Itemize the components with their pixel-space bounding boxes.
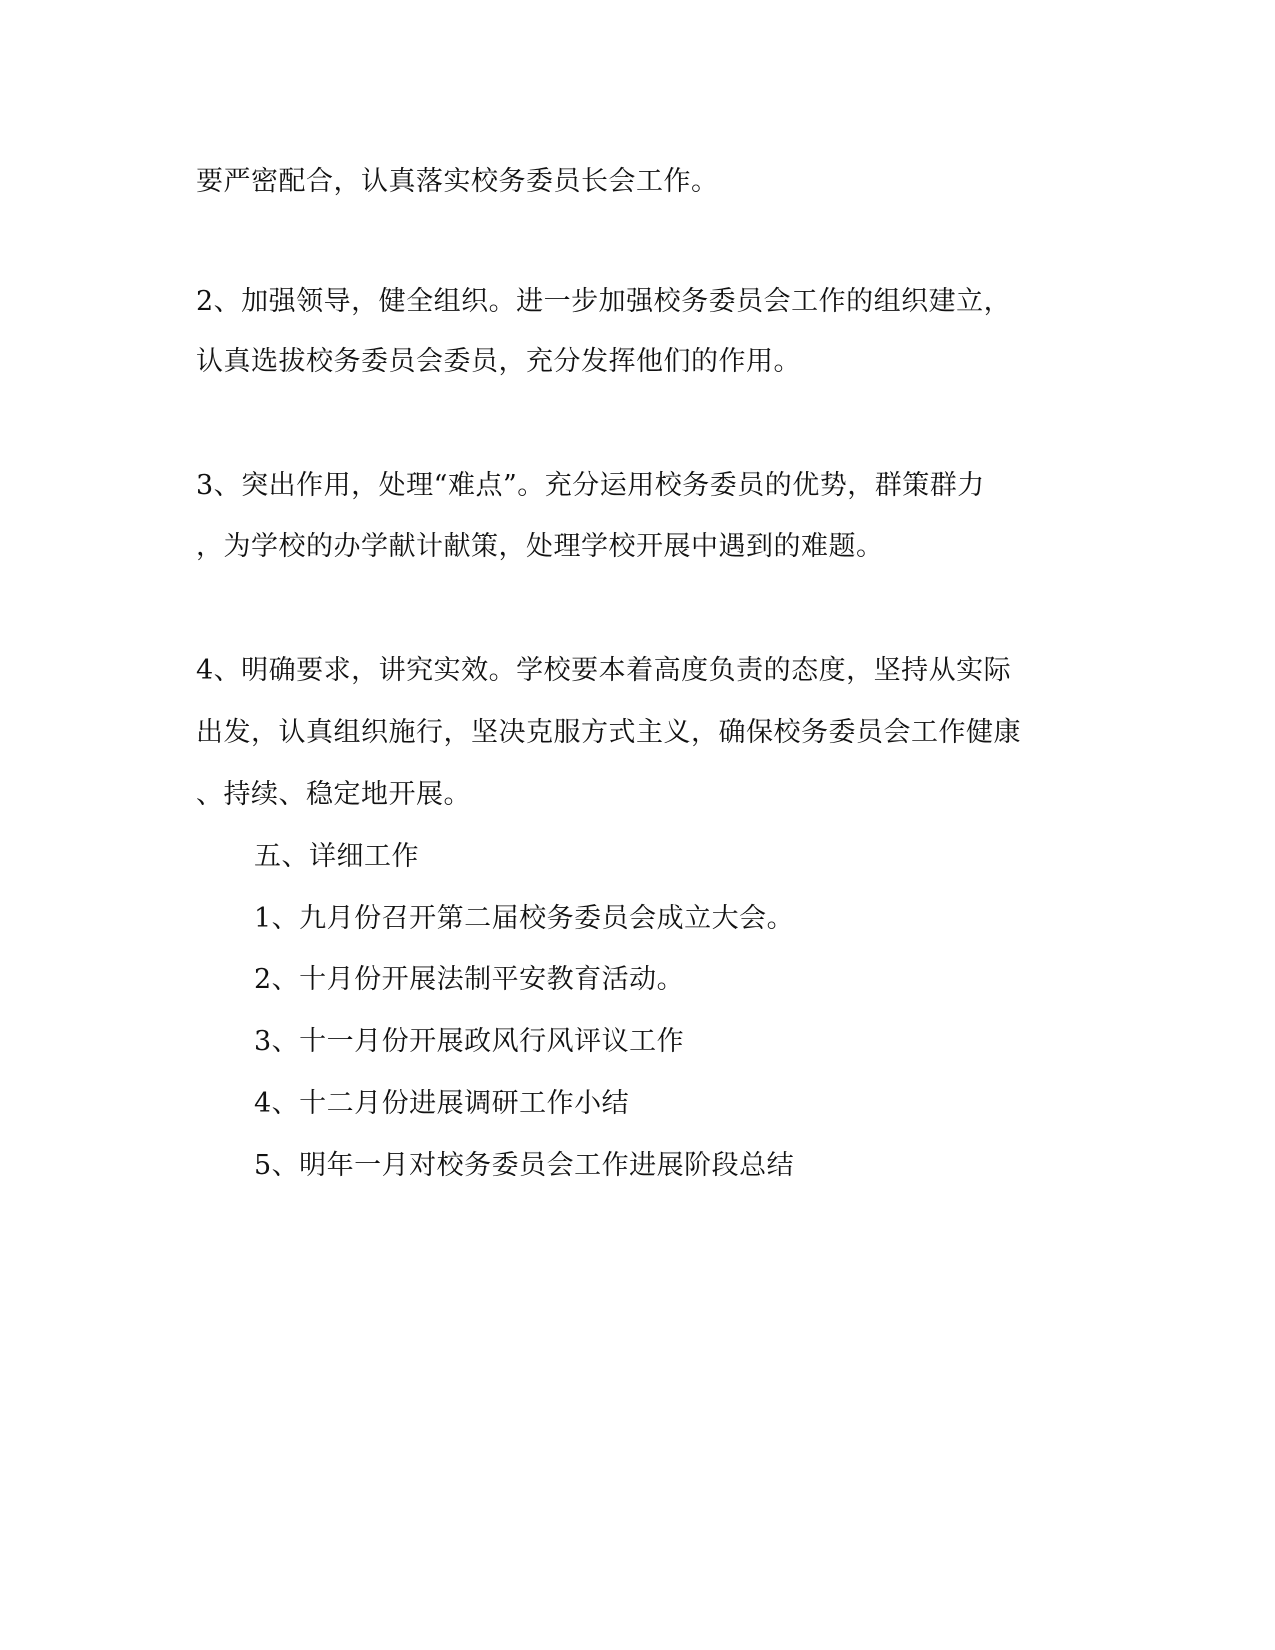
section-heading: 五、详细工作 xyxy=(254,841,419,872)
paragraph-line: 4、明确要求，讲究实效。学校要本着高度负责的态度，坚持从实际 xyxy=(196,655,1012,686)
paragraph-line: ，为学校的办学献计献策，处理学校开展中遇到的难题。 xyxy=(196,531,884,562)
list-item: 3、十一月份开展政风行风评议工作 xyxy=(254,1026,685,1057)
paragraph-line: 出发，认真组织施行，坚决克服方式主义，确保校务委员会工作健康 xyxy=(196,717,1021,748)
list-item: 2、十月份开展法制平安教育活动。 xyxy=(254,964,685,995)
paragraph-line: 认真选拔校务委员会委员，充分发挥他们的作用。 xyxy=(196,346,801,377)
paragraph-line: 3、突出作用，处理“难点”。充分运用校务委员的优势，群策群力 xyxy=(196,470,985,501)
paragraph-line: 、持续、稳定地开展。 xyxy=(196,779,471,810)
paragraph-line: 2、加强领导，健全组织。进一步加强校务委员会工作的组织建立， xyxy=(196,286,1012,317)
list-item: 5、明年一月对校务委员会工作进展阶段总结 xyxy=(254,1150,795,1181)
list-item: 4、十二月份进展调研工作小结 xyxy=(254,1088,630,1119)
paragraph-line: 要严密配合，认真落实校务委员长会工作。 xyxy=(196,166,719,197)
list-item: 1、九月份召开第二届校务委员会成立大会。 xyxy=(254,903,795,934)
